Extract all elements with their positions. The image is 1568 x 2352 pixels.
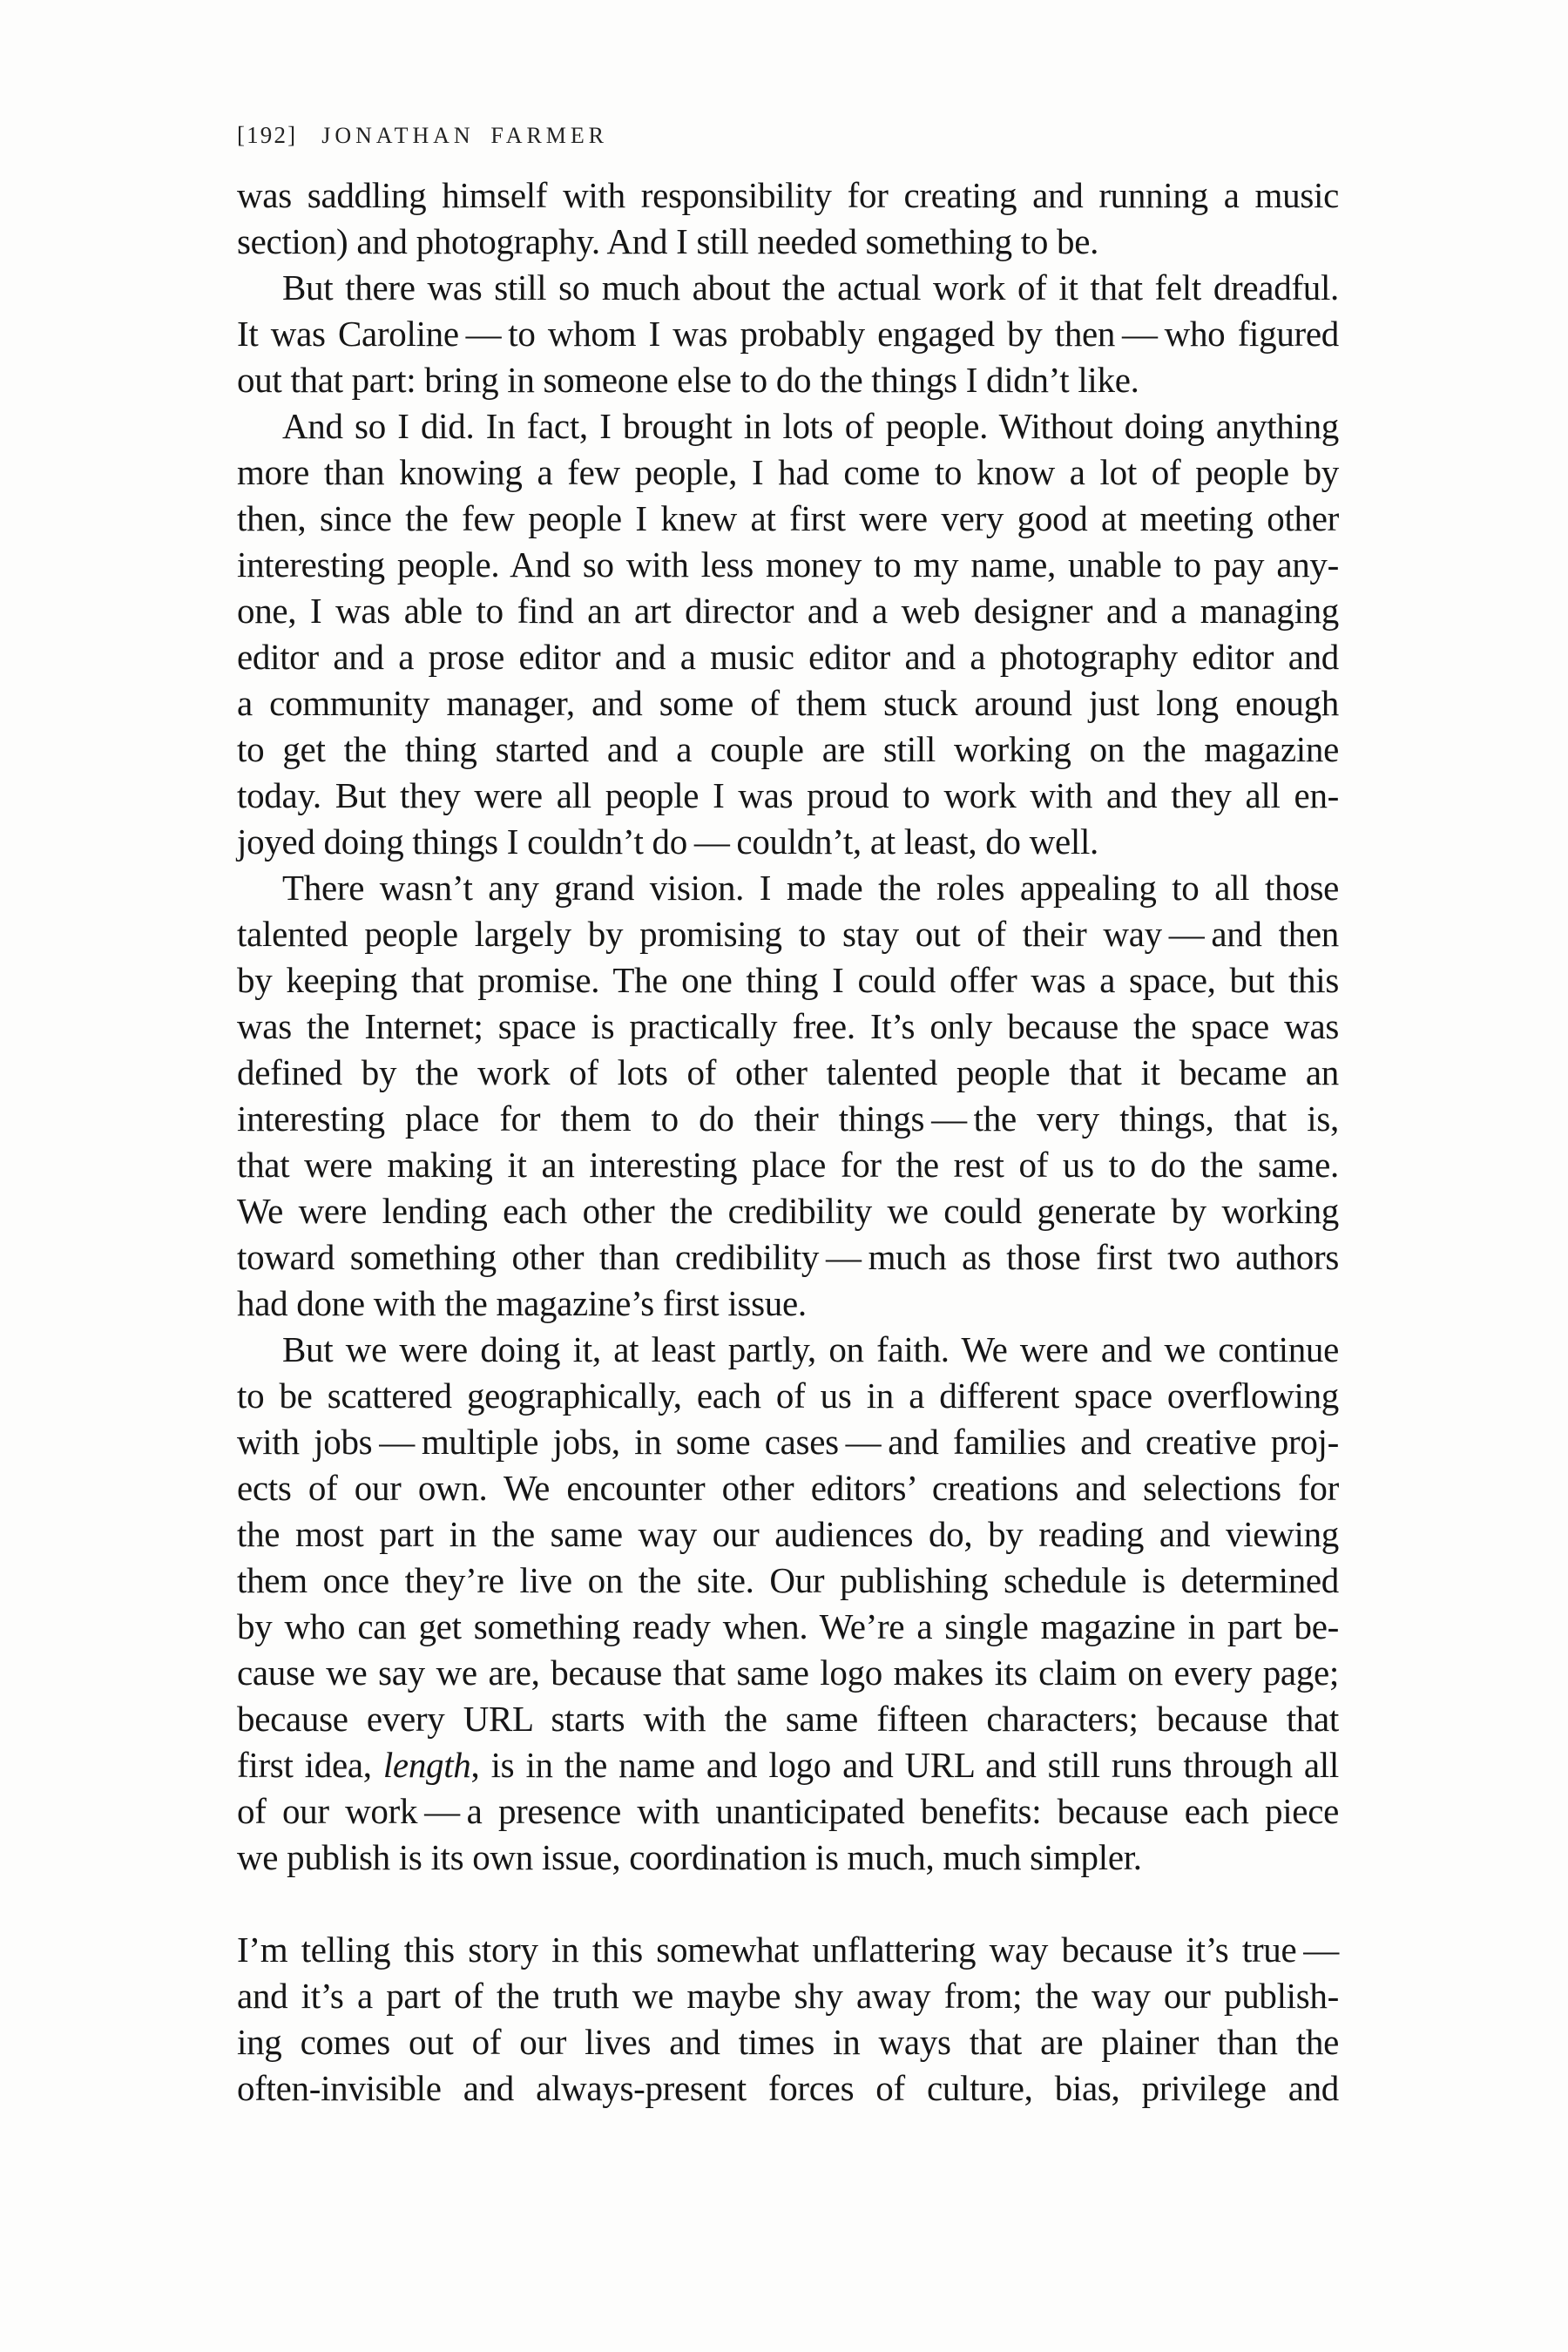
text-line: But we were doing it, at least partly, on faith. We were and we continue — [282, 1329, 1339, 1369]
paragraph — [237, 1927, 1339, 2112]
text-line: defined by the work of lots of other talented people that it became an — [237, 1052, 1339, 1092]
page-number: [192] — [237, 122, 298, 148]
text-line: was the Internet; space is practically free. It’s only because the space was — [237, 1006, 1339, 1046]
text-line: joyed doing things I couldn’t do — couldn’t, at least, do well. — [237, 821, 1098, 862]
text-line: the most part in the same way our audiences do, by reading and viewing — [237, 1514, 1339, 1554]
text-segment: , is in the name and logo and URL and still runs through all — [470, 1745, 1339, 1785]
text-line: ing comes out of our lives and times in ways that are plainer than the — [237, 2022, 1339, 2062]
text-line: by keeping that promise. The one thing I could offer was a space, but this — [237, 960, 1339, 1000]
paragraph — [237, 172, 1339, 265]
text-line: had done with the magazine’s first issue. — [237, 1283, 807, 1323]
text-line: and it’s a part of the truth we maybe shy away from; the way our publish- — [237, 1976, 1339, 2016]
author-name: JONATHAN FARMER — [321, 123, 608, 148]
text-line: cause we say we are, because that same logo makes its claim on every page; — [237, 1652, 1339, 1693]
paragraph — [237, 865, 1339, 1327]
text-line: to get the thing started and a couple are still working on the magazine — [237, 729, 1339, 769]
paragraph — [237, 265, 1339, 403]
text-line: interesting place for them to do their things — the very things, that is, — [237, 1098, 1339, 1139]
text-line: ects of our own. We encounter other editors’ creations and selections for — [237, 1468, 1339, 1508]
text-line: often-invisible and always-present forces of culture, bias, privilege and — [237, 2068, 1339, 2108]
text-line: one, I was able to find an art director and a web designer and a managing — [237, 591, 1339, 631]
paragraph — [237, 1327, 1339, 1881]
text-line: It was Caroline — to whom I was probably engaged by then — who figured — [237, 314, 1339, 354]
text-line: to be scattered geographically, each of us in a different space overflowing — [237, 1375, 1339, 1416]
text-line: We were lending each other the credibility we could generate by working — [237, 1191, 1339, 1231]
text-line: because every URL starts with the same fifteen characters; because that — [237, 1699, 1339, 1739]
body-text — [237, 172, 1339, 2112]
text-line: editor and a prose editor and a music editor and a photography editor and — [237, 637, 1339, 677]
text-line: a community manager, and some of them stuck around just long enough — [237, 683, 1339, 723]
paragraph — [237, 403, 1339, 865]
text-line: And so I did. In fact, I brought in lots of people. Without doing anything — [282, 406, 1339, 446]
running-header — [237, 122, 608, 149]
text-line: more than knowing a few people, I had come to know a lot of people by — [237, 452, 1339, 492]
text-line: talented people largely by promising to stay out of their way — and then — [237, 914, 1339, 954]
italic-word: length — [382, 1745, 471, 1785]
text-line: There wasn’t any grand vision. I made the roles appealing to all those — [282, 868, 1339, 908]
text-line: then, since the few people I knew at first were very good at meeting other — [237, 498, 1339, 538]
text-line: was saddling himself with responsibility for creating and running a music — [237, 175, 1339, 215]
text-line: toward something other than credibility — much as those first two authors — [237, 1237, 1339, 1277]
text-line — [237, 1742, 1339, 1788]
text-line: with jobs — multiple jobs, in some cases — and families and creative proj- — [237, 1422, 1339, 1462]
text-line: I’m telling this story in this somewhat unflattering way because it’s true — — [237, 1930, 1339, 1970]
text-line: them once they’re live on the site. Our publishing schedule is determined — [237, 1560, 1339, 1600]
text-line: section) and photography. And I still needed something to be. — [237, 221, 1099, 261]
text-line: we publish is its own issue, coordination is much, much simpler. — [237, 1837, 1142, 1877]
text-line: by who can get something ready when. We’re a single magazine in part be- — [237, 1606, 1339, 1646]
text-line: of our work — a presence with unanticipated benefits: because each piece — [237, 1791, 1339, 1831]
text-segment: first idea, — [237, 1745, 383, 1785]
text-line: today. But they were all people I was proud to work with and they all en- — [237, 775, 1339, 815]
text-line: interesting people. And so with less money to my name, unable to pay any- — [237, 544, 1339, 585]
text-line: out that part: bring in someone else to do the things I didn’t like. — [237, 360, 1139, 400]
text-line: that were making it an interesting place for the rest of us to do the same. — [237, 1145, 1339, 1185]
text-line: But there was still so much about the actual work of it that felt dreadful. — [282, 267, 1339, 308]
